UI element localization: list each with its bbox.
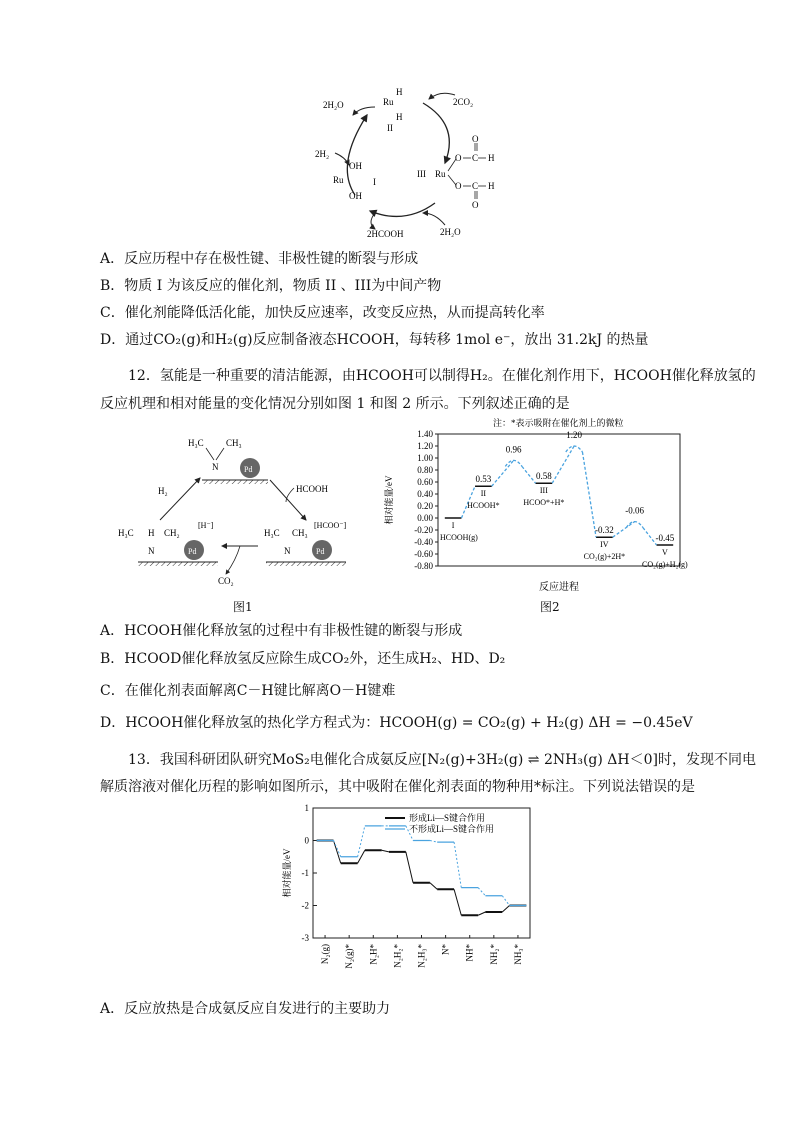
label-o-dbl-1: O (472, 134, 479, 144)
right-ch3: CH₃ (292, 528, 308, 538)
state-roman: IV (600, 540, 609, 550)
value-label: -0.45 (655, 533, 675, 543)
y-tick-label: 1.40 (417, 429, 433, 439)
label-h-top-1: H (396, 87, 403, 97)
x-tick-label: N₂(g)* (344, 944, 355, 969)
co2-label: CO₂ (218, 576, 234, 586)
label-2h2o-bottom: 2H₂O (440, 227, 461, 237)
transition-state (626, 522, 643, 528)
x-tick-label: N₂H₂* (392, 944, 403, 968)
top-h3c: H₃C (188, 438, 204, 448)
branch-arrow-2h2 (335, 153, 349, 165)
series-connector (502, 896, 509, 906)
series-connector (382, 850, 389, 852)
surface-left (138, 562, 218, 566)
x-tick-label: NH₃* (512, 944, 523, 965)
q12-option-d: D．HCOOH催化释放氢的热化学方程式为：HCOOH(g) = CO₂(g) + H₂(g) ΔH = −0.45eV (100, 715, 693, 731)
arrow-up-left (160, 478, 200, 520)
y-tick-label: 0.00 (417, 513, 433, 523)
branch-arrow-2h2o-bottom (423, 213, 445, 225)
pd-label-2: Pd (188, 547, 197, 556)
value-label: 0.53 (475, 474, 492, 485)
x-tick-label: N₂H₃* (416, 944, 427, 968)
state-species: CO₂(g)+2H* (583, 552, 626, 562)
series-connector (406, 852, 413, 883)
y-tick-label: 0.40 (417, 489, 433, 499)
series-connector (478, 912, 485, 915)
figure1-mechanism (118, 428, 378, 593)
q12-option-c: C．在催化剂表面解离C－H键比解离O－H键难 (100, 683, 396, 699)
y-tick-label: -0.80 (414, 561, 433, 571)
label-2hcooh: 2HCOOH (367, 229, 404, 239)
legend-label: 不形成Li—S键合作用 (409, 824, 495, 834)
q13-stem-line2: 解质溶液对催化历程的影响如图所示，其中吸附在催化剂表面的物种用*标注。下列说法错误的是 (100, 779, 695, 795)
branch-arrow-2h2o-top (353, 107, 375, 115)
series-connector (502, 906, 509, 913)
y-tick-label: 0.80 (417, 465, 433, 475)
right-hcoo: [HCOO⁻] (314, 521, 347, 530)
x-tick-label: NH₂* (488, 944, 499, 965)
cycle-arc-left (347, 115, 367, 195)
x-tick-label: N* (440, 944, 451, 955)
label-oh-2: OH (349, 191, 362, 201)
state-roman: I (451, 521, 455, 530)
label-o-1: O (455, 153, 462, 163)
q13-option-a: A．反应放热是合成氨反应自发进行的主要助力 (100, 1001, 391, 1017)
value-label: 0.58 (536, 471, 552, 482)
q11-option-c: C．催化剂能降低活化能，加快反应速率，改变反应热，从而提高转化率 (100, 305, 545, 321)
label-h-top-2: H (396, 112, 403, 122)
label-h-2: H (488, 181, 495, 191)
y-tick-label: 1.20 (417, 441, 433, 451)
y-tick-label: 1.00 (417, 453, 433, 463)
x-tick-label: NH* (464, 944, 475, 962)
left-n: N (148, 546, 155, 556)
connector-line (582, 452, 596, 537)
series-connector (333, 841, 340, 864)
label-oh-1: OH (349, 161, 362, 171)
top-n: N (212, 462, 219, 472)
label-c-2: C (472, 181, 479, 191)
figure2-caption: 图2 (540, 600, 560, 614)
y-tick-label: -2 (301, 900, 309, 911)
ru-catalytic-cycle-diagram (305, 85, 505, 245)
left-hminus: [H⁻] (198, 521, 214, 530)
series-connector (454, 842, 461, 888)
y-tick-label: -0.20 (414, 525, 433, 535)
y-tick-label: 0.20 (417, 501, 433, 511)
label-2h2-left: 2H₂ (315, 149, 330, 159)
y-tick-label: -3 (301, 933, 309, 943)
value-label: -0.06 (625, 505, 644, 516)
chart-title: 注：*表示吸附在催化剂上的微粒 (493, 418, 624, 428)
value-label: 1.20 (566, 430, 582, 440)
y-axis-label: 相对能量/eV (384, 475, 394, 525)
y-tick-label: -0.40 (414, 537, 433, 547)
label-o-dbl-2: O (472, 200, 479, 210)
label-ru-left: Ru (333, 175, 344, 185)
y-tick-label: -0.60 (414, 549, 433, 559)
label-roman-ii: II (387, 123, 393, 133)
state-roman: III (539, 486, 548, 496)
y-tick-label: 0.60 (417, 477, 433, 487)
series-connector (454, 889, 461, 915)
state-roman: V (661, 548, 668, 557)
label-o-2: O (455, 181, 462, 191)
q11-option-d: D．通过CO₂(g)和H₂(g)反应制备液态HCOOH，每转移 1mol e⁻，放出 31.2kJ 的热量 (100, 332, 649, 348)
series-connector (430, 883, 437, 890)
left-h3c: H₃C (118, 528, 134, 538)
value-label: 0.96 (505, 444, 522, 455)
label-h-1: H (488, 153, 495, 163)
q11-option-a: A．反应历程中存在极性键、非极性键的断裂与形成 (100, 251, 419, 267)
q13-stem-line1: 13．我国科研团队研究MoS₂电催化合成氨反应[N₂(g)+3H₂(g) ⇌ 2NH₃(g) ΔH＜0]时，发现不同电 (128, 752, 756, 768)
state-species: CO₂(g)+H₂(g) (642, 560, 688, 569)
y-tick-label: 1 (304, 803, 309, 813)
cycle-arc-bottom (370, 203, 435, 216)
y-tick-label: 0 (304, 835, 309, 846)
y-axis-label: 相对能量/eV (282, 848, 292, 898)
q12-stem-line1: 12．氢能是一种重要的清洁能源，由HCOOH可以制得H₂。在催化剂作用下，HCOOH催化释放氢的 (128, 368, 756, 384)
label-roman-iii: III (417, 169, 426, 179)
branch-arrow-2co2 (429, 93, 455, 99)
label-roman-i: I (373, 177, 376, 187)
left-ch2: CH₂ (164, 528, 180, 538)
x-axis-label: 反应进程 (539, 582, 579, 593)
x-tick-label: N₂(g) (320, 944, 331, 965)
figure1-caption: 图1 (233, 600, 253, 614)
value-label: -0.32 (595, 525, 614, 536)
figure3-nh3-energy-chart (278, 800, 538, 980)
branch-arrow-2hcooh (371, 213, 375, 229)
cycle-arc-right (423, 103, 449, 163)
pd-label-1: Pd (244, 465, 253, 474)
state-species: HCOOH* (467, 501, 500, 511)
hcooh-label: HCOOH (296, 484, 329, 494)
surface-top (202, 480, 268, 484)
pd-label-3: Pd (316, 547, 325, 556)
label-ru-right: Ru (435, 169, 446, 179)
connector-line (492, 460, 514, 486)
connector-line (643, 528, 657, 545)
y-tick-label: -1 (301, 868, 309, 878)
connector-line (522, 466, 536, 483)
right-h3c: H₃C (264, 528, 280, 538)
series-connector (430, 841, 437, 843)
legend-label: 形成Li—S键合作用 (409, 813, 486, 823)
connector-line (613, 522, 635, 538)
right-n: N (284, 546, 291, 556)
h2-label: H₂ (158, 486, 168, 496)
label-2h2o-top: 2H₂O (323, 100, 344, 110)
top-ch3: CH₃ (226, 438, 242, 448)
series-connector (478, 888, 485, 896)
transition-state (505, 460, 522, 466)
surface-right (266, 562, 346, 566)
connector-line (552, 446, 574, 483)
figure2-energy-chart (380, 414, 690, 596)
label-c-1: C (472, 153, 479, 163)
left-h: H (148, 528, 155, 538)
state-species: HCOO*+H* (523, 498, 565, 508)
q11-option-b: B．物质 I 为该反应的催化剂，物质 II 、III为中间产物 (100, 278, 442, 294)
label-ru-top: Ru (383, 97, 394, 107)
x-tick-label: N₂H* (368, 944, 379, 965)
q12-stem-line2: 反应机理和相对能量的变化情况分别如图 1 和图 2 所示。下列叙述正确的是 (100, 396, 570, 412)
q12-option-b: B．HCOOD催化释放氢反应除生成CO₂外，还生成H₂、HD、D₂ (100, 651, 506, 667)
label-2co2: 2CO₂ (453, 97, 474, 107)
state-species: HCOOH(g) (440, 533, 478, 542)
state-roman: II (480, 489, 487, 499)
q12-option-a: A．HCOOH催化释放氢的过程中有非极性键的断裂与形成 (100, 623, 463, 639)
